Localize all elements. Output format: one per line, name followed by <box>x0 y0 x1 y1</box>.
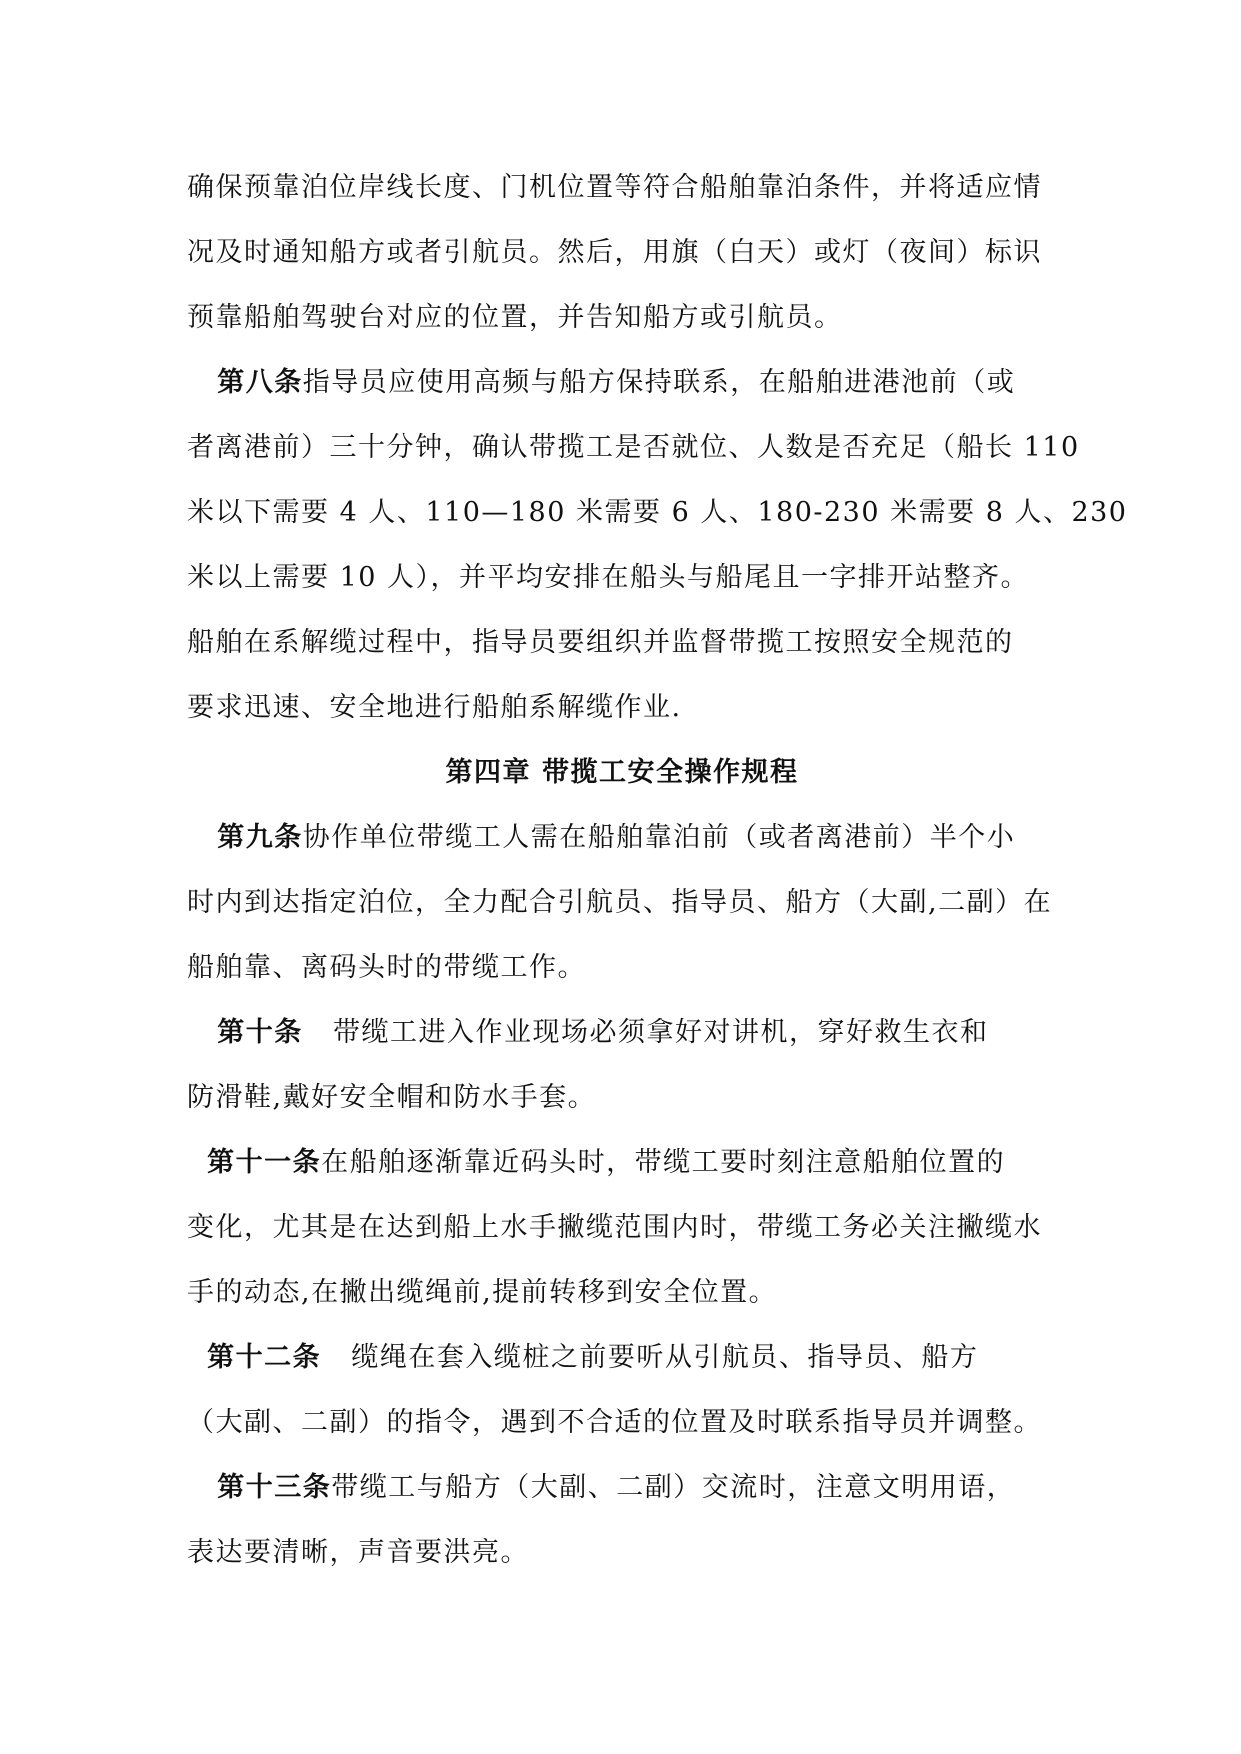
text-line <box>187 350 1057 415</box>
text-line: 米以上需要 10 人），并平均安排在船头与船尾且一字排开站整齐。 <box>187 562 1030 593</box>
article-heading: 第十一条 <box>207 1147 322 1178</box>
text-line: 时内到达指定泊位，全力配合引航员、指导员、船方（大副,二副）在 <box>187 887 1053 918</box>
text-line <box>187 805 1057 870</box>
article-text: 缆绳在套入缆桩之前要听从引航员、指导员、船方 <box>351 1342 979 1373</box>
article-heading: 第十二条 <box>207 1342 322 1373</box>
article-text: 带缆工进入作业现场必须拿好对讲机，穿好救生衣和 <box>333 1017 989 1048</box>
text-line: 米以下需要 4 人、110—180 米需要 6 人、180-230 米需要 8 人、230 <box>187 497 1128 528</box>
chapter-heading: 第四章 带揽工安全操作规程 <box>445 757 799 788</box>
document-body <box>187 155 1128 1585</box>
article-9 <box>187 805 1057 1000</box>
article-12 <box>187 1325 1057 1455</box>
article-text: 在船舶逐渐靠近码头时，带缆工要时刻注意船舶位置的 <box>321 1147 1006 1178</box>
text-line: 者离港前）三十分钟，确认带揽工是否就位、人数是否充足（船长 110 <box>187 432 1080 463</box>
text-line: 手的动态,在撇出缆绳前,提前转移到安全位置。 <box>187 1277 778 1308</box>
article-heading: 第八条 <box>217 367 303 398</box>
text-line: 船舶靠、离码头时的带缆工作。 <box>187 952 586 983</box>
article-8 <box>187 350 1128 740</box>
article-text: 指导员应使用高频与船方保持联系，在船舶进港池前（或 <box>302 367 1016 398</box>
text-line <box>187 1000 1057 1065</box>
text-line: （大副、二副）的指令，遇到不合适的位置及时联系指导员并调整。 <box>187 1407 1042 1438</box>
text-line: 要求迅速、安全地进行船舶系解缆作业. <box>187 692 682 723</box>
article-text: 带缆工与船方（大副、二副）交流时，注意文明用语， <box>331 1472 1016 1503</box>
text-line <box>187 1130 1057 1195</box>
article-heading: 第九条 <box>217 822 303 853</box>
article-heading: 第十条 <box>217 1017 303 1048</box>
text-line <box>187 1325 1057 1390</box>
article-11 <box>187 1130 1057 1325</box>
article-13 <box>187 1455 1057 1585</box>
text-line: 况及时通知船方或者引航员。然后，用旗（白天）或灯（夜间）标识 <box>187 237 1042 268</box>
text-line: 表达要清晰，声音要洪亮。 <box>187 1537 529 1568</box>
article-heading: 第十三条 <box>217 1472 332 1503</box>
text-line: 船舶在系解缆过程中，指导员要组织并监督带揽工按照安全规范的 <box>187 627 1014 658</box>
text-line: 变化，尤其是在达到船上水手撇缆范围内时，带缆工务必关注撇缆水 <box>187 1212 1042 1243</box>
text-line: 确保预靠泊位岸线长度、门机位置等符合船舶靠泊条件，并将适应情 <box>187 172 1042 203</box>
article-10 <box>187 1000 1057 1130</box>
text-line: 预靠船舶驾驶台对应的位置，并告知船方或引航员。 <box>187 302 843 333</box>
article-text: 协作单位带缆工人需在船舶靠泊前（或者离港前）半个小 <box>302 822 1016 853</box>
paragraph-intro <box>187 155 1057 350</box>
text-line: 防滑鞋,戴好安全帽和防水手套。 <box>187 1082 597 1113</box>
text-line <box>187 1455 1057 1520</box>
